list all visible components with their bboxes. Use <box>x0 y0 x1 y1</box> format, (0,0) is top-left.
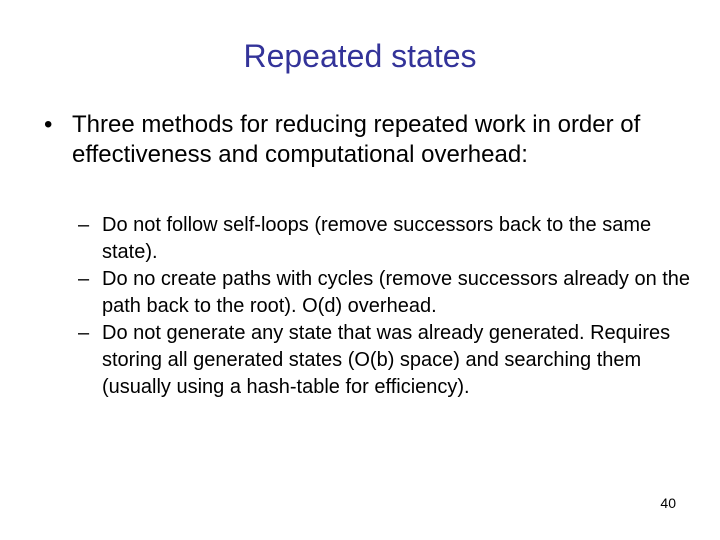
sub-bullet-text: Do not generate any state that was already generated. Requires storing all generated states (O(b) space) and searching them (usually using a hash-table for efficiency). <box>102 322 671 398</box>
main-bullet <box>44 110 664 170</box>
bullet-marker: • <box>44 111 53 138</box>
sub-bullet-text: Do no create paths with cycles (remove successors already on the path back to the root). O(d) overhead. <box>102 268 691 317</box>
sub-bullet-dash: – <box>78 322 90 344</box>
page-number: 40 <box>660 495 676 511</box>
sub-bullet-list <box>78 212 698 401</box>
sub-bullet <box>78 320 698 401</box>
sub-bullet-text: Do not follow self-loops (remove successors back to the same state). <box>102 214 652 263</box>
slide-title: Repeated states <box>243 38 477 74</box>
sub-bullet <box>78 266 698 320</box>
sub-bullet-dash: – <box>78 268 90 290</box>
sub-bullet <box>78 212 698 266</box>
bullet-text: Three methods for reducing repeated work in order of effectiveness and computational overhead: <box>72 111 641 168</box>
sub-bullet-dash: – <box>78 214 90 236</box>
